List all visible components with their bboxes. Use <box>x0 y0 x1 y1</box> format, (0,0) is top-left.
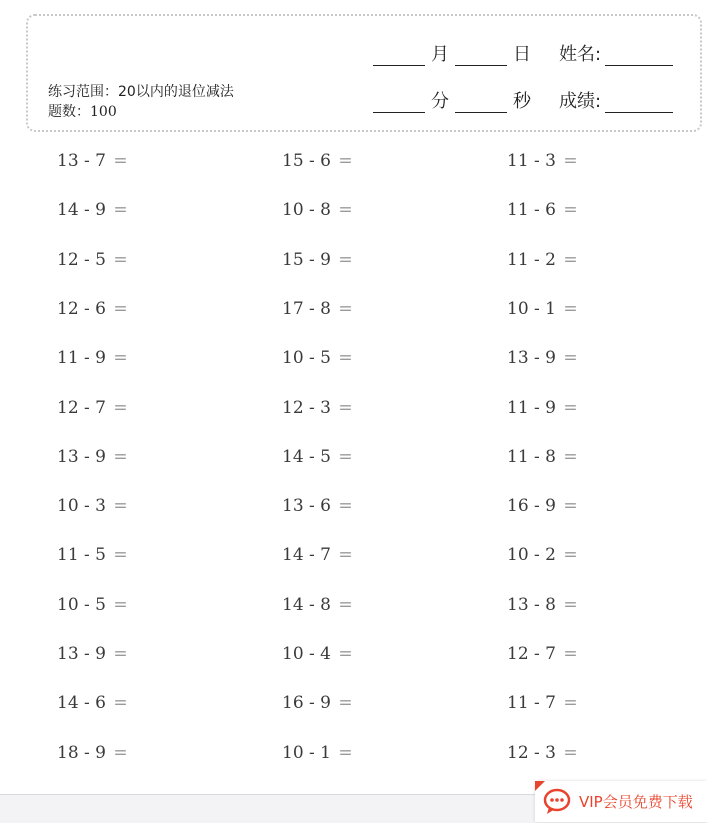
problem-expression: 11 - 9 <box>57 348 106 369</box>
equals-sign: = <box>108 693 128 714</box>
math-problem <box>282 447 353 467</box>
math-problem <box>57 200 128 220</box>
math-problem <box>57 644 128 664</box>
math-problem <box>507 545 578 565</box>
math-problem <box>507 595 578 615</box>
problem-expression: 12 - 3 <box>507 742 556 763</box>
problem-expression: 14 - 9 <box>57 200 106 221</box>
equals-sign: = <box>108 496 128 517</box>
math-problem <box>57 447 128 467</box>
equals-sign: = <box>558 644 578 664</box>
equals-sign: = <box>108 397 128 418</box>
name-blank[interactable] <box>605 47 673 66</box>
second-blank[interactable] <box>455 94 507 113</box>
second-unit: 秒 <box>513 91 531 112</box>
problem-expression: 13 - 7 <box>57 151 106 171</box>
equals-sign: = <box>558 496 578 517</box>
day-blank[interactable] <box>455 47 507 66</box>
equals-sign: = <box>558 348 578 369</box>
math-problem <box>507 250 578 270</box>
problem-expression: 12 - 6 <box>57 298 106 319</box>
equals-sign: = <box>108 249 128 270</box>
math-problem <box>57 743 128 763</box>
vip-download-button[interactable] <box>535 781 707 822</box>
minute-unit: 分 <box>431 91 449 112</box>
problem-count: 题数：100 <box>48 104 117 120</box>
math-problem <box>507 743 578 763</box>
equals-sign: = <box>333 397 353 418</box>
problem-expression: 12 - 5 <box>57 249 106 270</box>
problem-expression: 17 - 8 <box>282 298 331 319</box>
chat-bubble-icon <box>543 788 575 816</box>
problem-expression: 14 - 6 <box>57 693 106 714</box>
exercise-scope <box>48 82 258 122</box>
date-name-row <box>373 40 673 68</box>
math-problem <box>282 743 353 763</box>
problem-expression: 10 - 1 <box>282 742 331 763</box>
equals-sign: = <box>558 200 578 221</box>
math-problem <box>282 151 353 171</box>
equals-sign: = <box>333 545 353 566</box>
equals-sign: = <box>108 200 128 221</box>
math-problem <box>507 200 578 220</box>
equals-sign: = <box>108 545 128 566</box>
problem-expression: 13 - 9 <box>57 644 106 664</box>
equals-sign: = <box>333 200 353 221</box>
math-problem <box>282 200 353 220</box>
math-problem <box>57 299 128 319</box>
problem-expression: 10 - 8 <box>282 200 331 221</box>
equals-sign: = <box>333 446 353 467</box>
problem-expression: 11 - 5 <box>57 545 106 566</box>
equals-sign: = <box>558 249 578 270</box>
math-problem <box>57 250 128 270</box>
minute-blank[interactable] <box>373 94 425 113</box>
problem-expression: 13 - 9 <box>57 446 106 467</box>
problem-expression: 15 - 6 <box>282 151 331 171</box>
math-problem <box>282 693 353 713</box>
equals-sign: = <box>558 298 578 319</box>
problem-expression: 11 - 7 <box>507 693 556 714</box>
equals-sign: = <box>558 693 578 714</box>
equals-sign: = <box>108 644 128 664</box>
scope-text: 练习范围：20以内的退位减法 <box>48 84 234 100</box>
equals-sign: = <box>108 151 128 171</box>
equals-sign: = <box>558 446 578 467</box>
problem-expression: 10 - 3 <box>57 496 106 517</box>
math-problem <box>57 398 128 418</box>
equals-sign: = <box>108 298 128 319</box>
problem-expression: 11 - 3 <box>507 151 556 171</box>
math-problem <box>282 299 353 319</box>
equals-sign: = <box>333 151 353 171</box>
score-label: 成绩: <box>559 91 602 112</box>
math-problem <box>282 595 353 615</box>
math-problem <box>57 348 128 368</box>
math-problem <box>57 545 128 565</box>
problem-expression: 14 - 5 <box>282 446 331 467</box>
corner-ribbon <box>535 781 545 791</box>
math-problem <box>57 693 128 713</box>
equals-sign: = <box>558 545 578 566</box>
problem-expression: 10 - 4 <box>282 644 331 664</box>
equals-sign: = <box>558 594 578 615</box>
math-problem <box>57 595 128 615</box>
month-blank[interactable] <box>373 47 425 66</box>
equals-sign: = <box>333 249 353 270</box>
math-problem <box>282 348 353 368</box>
worksheet-header <box>26 14 702 132</box>
vip-label: VIP会员免费下载 <box>579 793 693 811</box>
problem-expression: 10 - 5 <box>282 348 331 369</box>
math-problem <box>507 299 578 319</box>
time-score-row <box>373 87 673 115</box>
problem-expression: 10 - 5 <box>57 594 106 615</box>
equals-sign: = <box>108 742 128 763</box>
name-label: 姓名: <box>559 44 602 65</box>
math-problem <box>57 151 128 171</box>
equals-sign: = <box>333 742 353 763</box>
problem-expression: 11 - 2 <box>507 249 556 270</box>
equals-sign: = <box>333 348 353 369</box>
problem-expression: 11 - 6 <box>507 200 556 221</box>
problem-expression: 16 - 9 <box>282 693 331 714</box>
math-problem <box>282 398 353 418</box>
problem-expression: 15 - 9 <box>282 249 331 270</box>
math-problem <box>282 644 353 664</box>
equals-sign: = <box>333 644 353 664</box>
problem-expression: 14 - 8 <box>282 594 331 615</box>
math-problem <box>507 151 578 171</box>
problem-expression: 10 - 2 <box>507 545 556 566</box>
math-problem <box>507 447 578 467</box>
equals-sign: = <box>333 693 353 714</box>
math-problem <box>507 644 578 664</box>
equals-sign: = <box>333 594 353 615</box>
equals-sign: = <box>108 446 128 467</box>
day-unit: 日 <box>513 44 531 65</box>
equals-sign: = <box>333 496 353 517</box>
problem-expression: 10 - 1 <box>507 298 556 319</box>
problem-expression: 12 - 3 <box>282 397 331 418</box>
problem-expression: 13 - 6 <box>282 496 331 517</box>
problem-expression: 12 - 7 <box>57 397 106 418</box>
equals-sign: = <box>558 151 578 171</box>
problem-expression: 18 - 9 <box>57 742 106 763</box>
problem-expression: 13 - 9 <box>507 348 556 369</box>
equals-sign: = <box>108 348 128 369</box>
equals-sign: = <box>558 742 578 763</box>
math-problem <box>282 545 353 565</box>
problem-expression: 13 - 8 <box>507 594 556 615</box>
problem-expression: 12 - 7 <box>507 644 556 664</box>
problem-expression: 11 - 9 <box>507 397 556 418</box>
equals-sign: = <box>558 397 578 418</box>
month-unit: 月 <box>431 44 449 65</box>
problem-expression: 11 - 8 <box>507 446 556 467</box>
math-problem <box>507 693 578 713</box>
math-problem <box>507 398 578 418</box>
math-problem <box>282 496 353 516</box>
score-blank[interactable] <box>605 94 673 113</box>
math-problem <box>57 496 128 516</box>
problem-expression: 14 - 7 <box>282 545 331 566</box>
equals-sign: = <box>108 594 128 615</box>
problem-expression: 16 - 9 <box>507 496 556 517</box>
equals-sign: = <box>333 298 353 319</box>
math-problem <box>282 250 353 270</box>
math-problem <box>507 348 578 368</box>
math-problem <box>507 496 578 516</box>
